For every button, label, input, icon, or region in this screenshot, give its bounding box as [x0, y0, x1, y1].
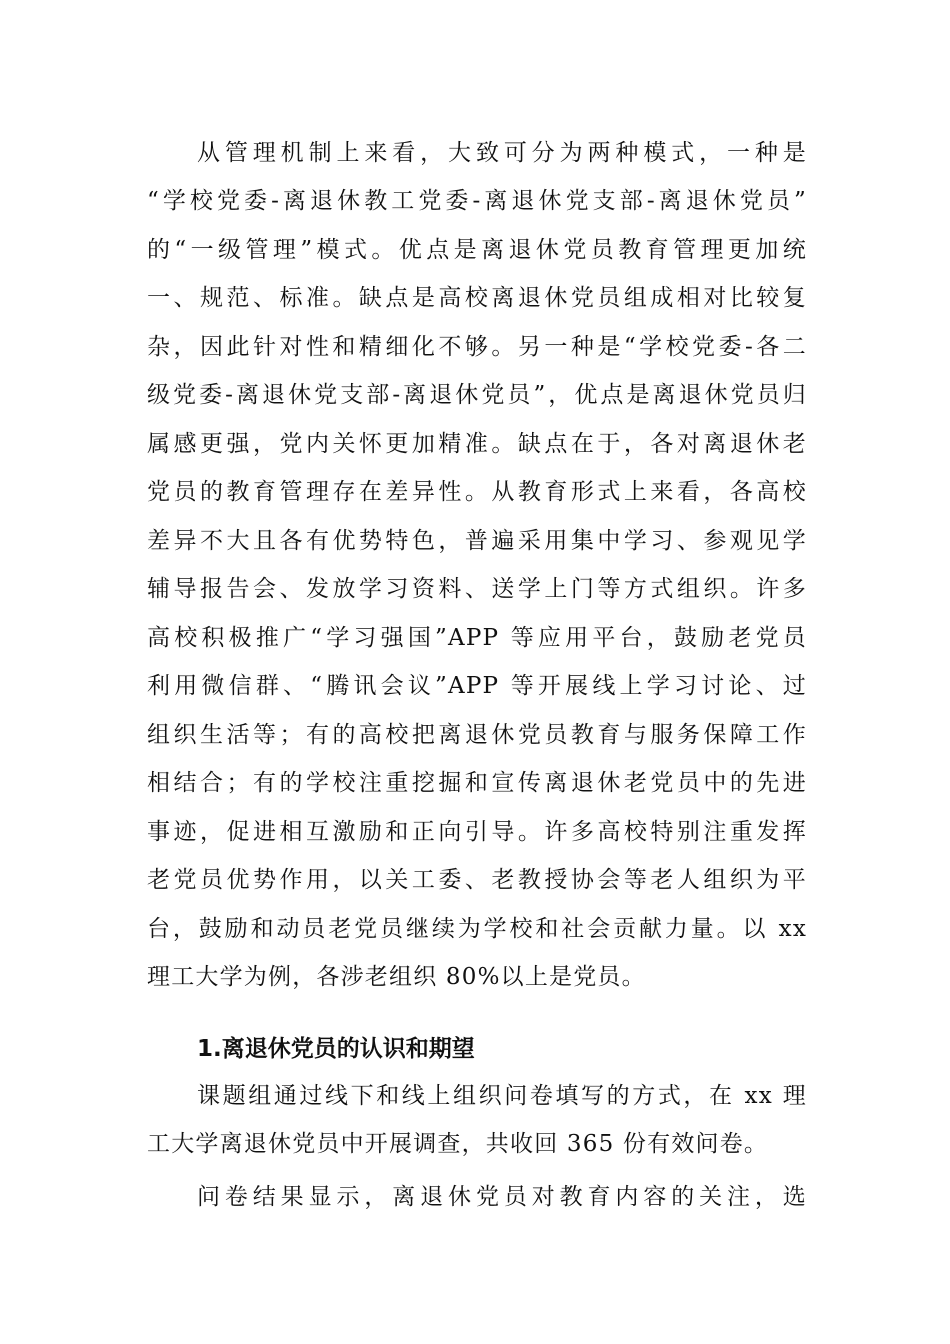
text-line: 属感更强，党内关怀更加精准。缺点在于，各对离退休老: [147, 431, 807, 457]
text-line: 级党委-离退休党支部-离退休党员”，优点是离退休党员归: [147, 382, 807, 408]
section-heading: 1.离退休党员的认识和期望: [197, 1036, 475, 1062]
text-line: 组织生活等；有的高校把离退休党员教育与服务保障工作: [147, 722, 807, 748]
text-line: 台，鼓励和动员老党员继续为学校和社会贡献力量。以 xx: [147, 916, 807, 942]
text-line: 高校积极推广“学习强国”APP 等应用平台，鼓励老党员: [147, 625, 807, 651]
text-line: 工大学离退休党员中开展调查，共收回 365 份有效问卷。: [147, 1131, 769, 1157]
text-line: 理工大学为例，各涉老组织 80%以上是党员。: [147, 964, 646, 990]
text-line: 课题组通过线下和线上组织问卷填写的方式，在 xx 理: [197, 1083, 807, 1109]
text-line: 利用微信群、“腾讯会议”APP 等开展线上学习讨论、过: [147, 673, 807, 699]
text-line: “学校党委-离退休教工党委-离退休党支部-离退休党员”: [147, 188, 807, 214]
text-line: 辅导报告会、发放学习资料、送学上门等方式组织。许多: [147, 576, 807, 602]
text-line: 相结合；有的学校注重挖掘和宣传离退休老党员中的先进: [147, 770, 807, 796]
text-line: 的“一级管理”模式。优点是离退休党员教育管理更加统: [147, 237, 807, 263]
text-line: 一、规范、标准。缺点是高校离退休党员组成相对比较复: [147, 285, 807, 311]
text-line: 从管理机制上来看，大致可分为两种模式，一种是: [197, 140, 807, 166]
text-line: 问卷结果显示，离退休党员对教育内容的关注，选: [197, 1184, 807, 1210]
text-line: 杂，因此针对性和精细化不够。另一种是“学校党委-各二: [147, 334, 807, 360]
text-line: 事迹，促进相互激励和正向引导。许多高校特别注重发挥: [147, 819, 807, 845]
text-line: 老党员优势作用，以关工委、老教授协会等老人组织为平: [147, 867, 807, 893]
text-line: 党员的教育管理存在差异性。从教育形式上来看，各高校: [147, 479, 807, 505]
text-line: 差异不大且各有优势特色，普遍采用集中学习、参观见学: [147, 528, 807, 554]
